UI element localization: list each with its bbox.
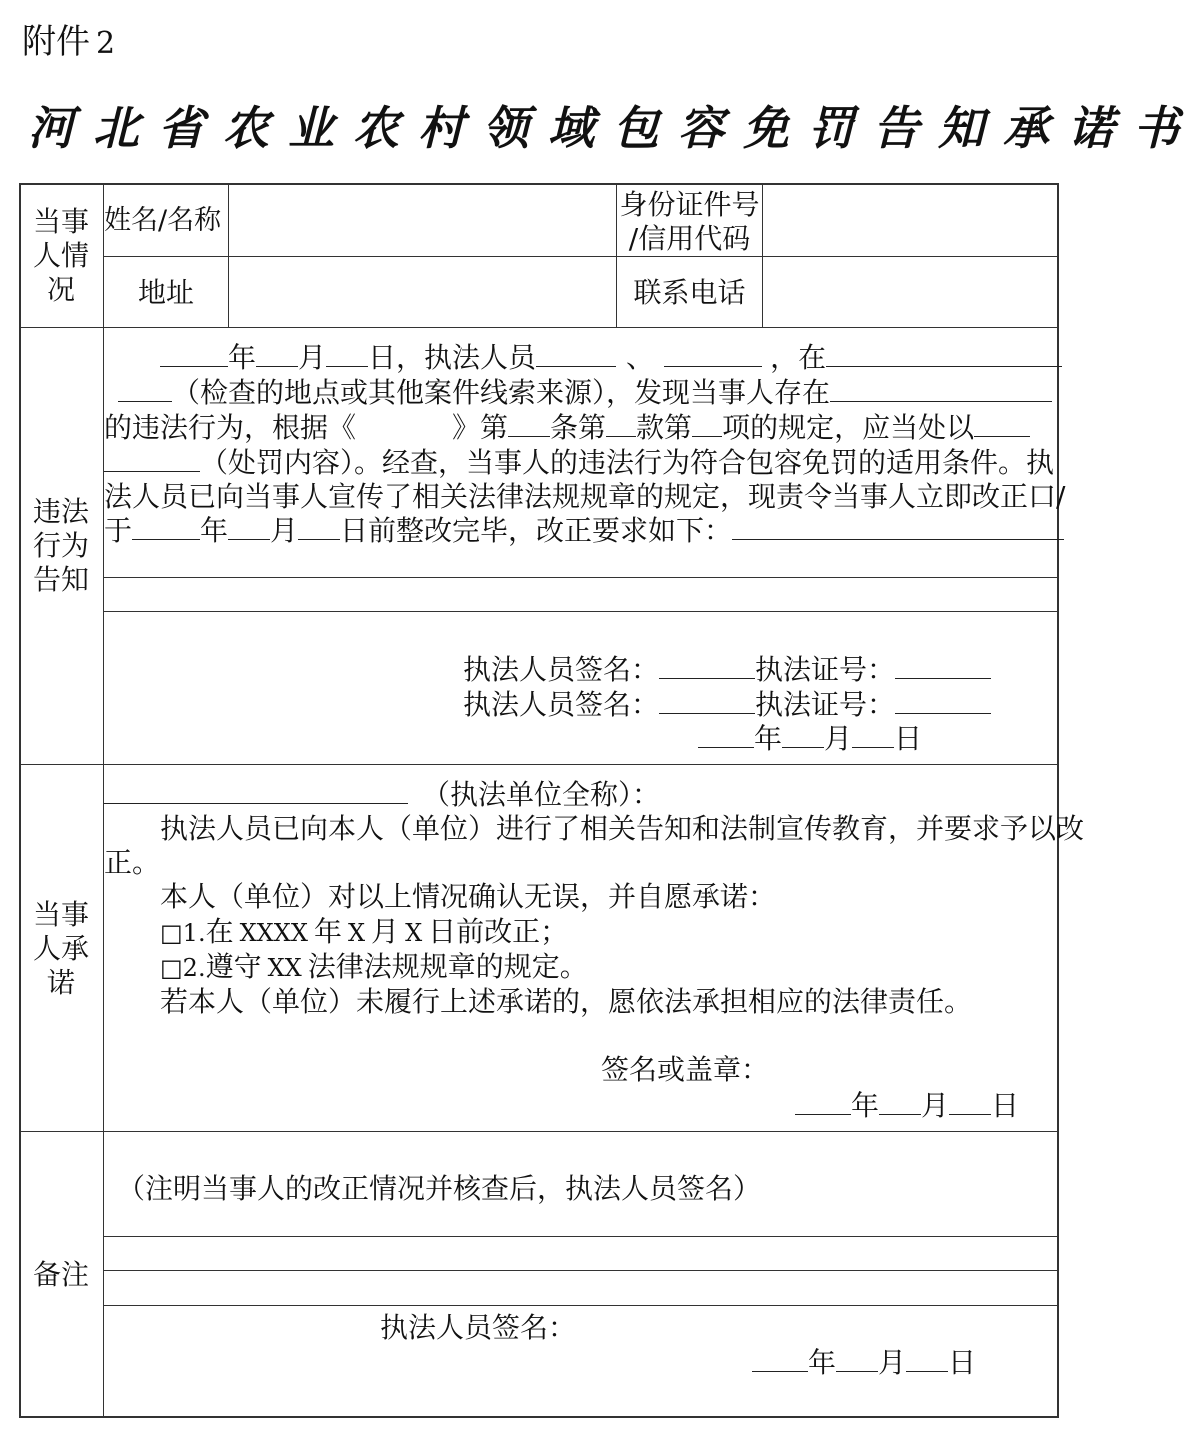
blank[interactable]: [256, 340, 298, 367]
party-section-label: 当事 人情 况: [32, 205, 89, 306]
blank[interactable]: [752, 1345, 808, 1372]
address-label: 地址: [137, 276, 194, 309]
notice-line-5: 法人员已向当事人宣传了相关法律法规规章的规定，现责令当事人立即改正口/: [104, 480, 1066, 513]
attachment-text: 附件: [22, 22, 90, 62]
cert-blank[interactable]: [895, 652, 991, 679]
commitment-date: 年 月 日: [795, 1088, 1019, 1123]
attachment-number: 2: [96, 26, 116, 61]
blank[interactable]: [836, 1345, 878, 1372]
row-divider: [103, 256, 1059, 257]
blank[interactable]: [732, 513, 1064, 540]
name-field[interactable]: [232, 186, 612, 254]
blank[interactable]: [160, 340, 228, 367]
blank[interactable]: [949, 1088, 991, 1115]
blank[interactable]: [795, 1088, 851, 1115]
signature-blank[interactable]: [659, 652, 755, 679]
blank[interactable]: [118, 375, 172, 402]
commitment-section-label: 当事 人承 诺: [32, 898, 89, 999]
attachment-label: [22, 14, 115, 63]
blank[interactable]: [974, 410, 1030, 437]
address-field[interactable]: [232, 259, 612, 325]
blank[interactable]: [228, 513, 270, 540]
blank[interactable]: [536, 340, 616, 367]
column-divider: [228, 183, 229, 328]
requirement-line[interactable]: [104, 611, 1058, 612]
notice-date: 年 月 日: [698, 721, 922, 756]
blank[interactable]: [906, 1345, 948, 1372]
commitment-item-1: □1.在 XXXX 年 X 月 X 日前改正；: [160, 915, 569, 948]
blank[interactable]: [298, 513, 340, 540]
officer-sign-row-2: 执法人员签名： 执法证号：: [463, 687, 991, 722]
commitment-item-2: □2.遵守 XX 法律法规规章的规定。: [160, 950, 588, 983]
id-field[interactable]: [766, 186, 1056, 254]
row-divider: [19, 1131, 1059, 1132]
remarks-line[interactable]: [104, 1236, 1058, 1237]
notice-line-6: 于 年 月 日前整改完毕，改正要求如下：: [104, 513, 1064, 548]
notice-line-1: 年 月 日，执法人员 、 ，在: [160, 340, 1062, 375]
notice-line-2: （检查的地点或其他案件线索来源），发现当事人存在: [118, 375, 1052, 410]
row-divider: [19, 327, 1059, 328]
blank[interactable]: [826, 340, 1062, 367]
blank[interactable]: [692, 410, 722, 437]
remarks-line[interactable]: [104, 1305, 1058, 1306]
signature-blank[interactable]: [659, 687, 755, 714]
phone-field[interactable]: [766, 259, 1056, 325]
blank[interactable]: [104, 777, 408, 804]
id-label-line1: 身份证件号: [619, 188, 760, 221]
document-title: 河北省农业农村领域包容免罚告知承诺书: [28, 101, 1198, 155]
blank[interactable]: [852, 721, 894, 748]
name-label: 姓名/名称: [104, 205, 222, 236]
unit-name-line: （执法单位全称）：: [104, 777, 660, 812]
blank[interactable]: [508, 410, 550, 437]
commitment-p1-line2: 正。: [104, 846, 161, 879]
blank[interactable]: [698, 721, 754, 748]
commitment-p1-line1: 执法人员已向本人（单位）进行了相关告知和法制宣传教育，并要求予以改: [160, 812, 1085, 845]
blank[interactable]: [104, 445, 200, 472]
remarks-hint: （注明当事人的改正情况并核查后，执法人员签名）: [117, 1172, 762, 1205]
blank[interactable]: [879, 1088, 921, 1115]
blank[interactable]: [664, 340, 762, 367]
party-sign-label: 签名或盖章：: [601, 1053, 770, 1086]
remarks-line[interactable]: [104, 1270, 1058, 1271]
remarks-section-label: 备注: [32, 1258, 89, 1291]
notice-line-3: 的违法行为，根据《 》第 条第 款第 项的规定，应当处以: [104, 410, 1030, 445]
commitment-p3: 若本人（单位）未履行上述承诺的，愿依法承担相应的法律责任。: [160, 985, 973, 1018]
remarks-date: 年 月 日: [752, 1345, 976, 1380]
cert-blank[interactable]: [895, 687, 991, 714]
notice-line-4: （处罚内容）。经查，当事人的违法行为符合包容免罚的适用条件。执: [104, 445, 1054, 480]
column-divider: [762, 183, 763, 328]
blank[interactable]: [132, 513, 200, 540]
officer-sign-row-1: 执法人员签名： 执法证号：: [463, 652, 991, 687]
notice-section-label: 违法 行为 告知: [32, 495, 89, 596]
requirement-line[interactable]: [104, 577, 1058, 578]
id-label-line2: /信用代码: [628, 222, 751, 255]
phone-label: 联系电话: [633, 276, 746, 309]
blank[interactable]: [782, 721, 824, 748]
remarks-sign-label: 执法人员签名：: [380, 1311, 577, 1344]
blank[interactable]: [830, 375, 1052, 402]
row-divider: [19, 764, 1059, 765]
blank[interactable]: [326, 340, 368, 367]
commitment-p2: 本人（单位）对以上情况确认无误，并自愿承诺：: [160, 880, 777, 913]
blank[interactable]: [606, 410, 636, 437]
